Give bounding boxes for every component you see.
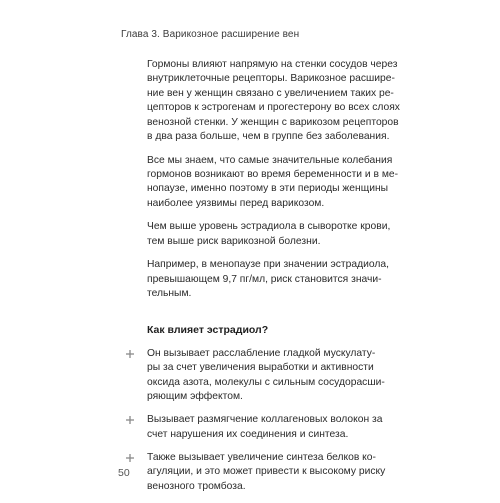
text-line: ры за счет увеличения выработки и активности xyxy=(147,362,374,374)
text-line: наиболее уязвимы перед варикозом. xyxy=(147,197,325,209)
text-line: в два раза больше, чем в группе без заболевания. xyxy=(147,131,390,143)
paragraph-3 xyxy=(147,220,391,249)
text-line: внутриклеточные рецепторы. Варикозное расшире- xyxy=(147,73,395,85)
text-line: тем выше риск варикозной болезни. xyxy=(147,235,321,247)
bullet-item-1 xyxy=(147,347,385,405)
page-number: 50 xyxy=(118,467,130,479)
text-line: ряющим эффектом. xyxy=(147,391,243,403)
text-line: Вызывает размягчение коллагеновых волокон за xyxy=(147,414,383,426)
running-head: Глава 3. Варикозное расширение вен xyxy=(121,29,300,40)
text-line: агуляции, и это может привести к высокому риску xyxy=(147,466,386,478)
text-line: счет нарушения их соединения и синтеза. xyxy=(147,428,349,440)
section-heading: Как влияет эстрадиол? xyxy=(147,323,269,336)
text-line: венозного тромбоза. xyxy=(147,480,246,492)
plus-icon xyxy=(125,349,135,359)
text-line: нопаузе, именно поэтому в эти периоды женщины xyxy=(147,183,389,195)
text-line: гормонов возникают во время беременности и в ме- xyxy=(147,169,399,181)
text-line: оксида азота, молекулы с сильным сосудорасши- xyxy=(147,376,385,388)
text-line: венозной стенки. У женщин с варикозом рецепторов xyxy=(147,116,399,128)
text-line: Он вызывает расслабление гладкой мускулату- xyxy=(147,348,376,360)
text-line: Например, в менопаузе при значении эстрадиола, xyxy=(147,259,389,271)
paragraph-1 xyxy=(147,58,400,144)
bullet-item-2 xyxy=(147,413,383,442)
text-line: превышающем 9,7 пг/мл, риск становится значи- xyxy=(147,273,382,285)
plus-icon xyxy=(125,415,135,425)
text-line: Все мы знаем, что самые значительные колебания xyxy=(147,154,393,166)
text-line: ние вен у женщин связано с увеличением таких ре- xyxy=(147,87,394,99)
text-line: Также вызывает увеличение синтеза белков ко- xyxy=(147,451,376,463)
text-line: тельным. xyxy=(147,288,192,300)
paragraph-2 xyxy=(147,154,399,212)
plus-icon xyxy=(125,453,135,463)
text-line: Гормоны влияют напрямую на стенки сосудов через xyxy=(147,59,398,70)
paragraph-4 xyxy=(147,258,389,301)
text-line: Чем выше уровень эстрадиола в сыворотке крови, xyxy=(147,221,391,233)
body-text xyxy=(147,58,400,503)
text-line: цепторов к эстрогенам и прогестерону во всех слоях xyxy=(147,102,400,114)
bullet-item-3 xyxy=(147,451,386,494)
